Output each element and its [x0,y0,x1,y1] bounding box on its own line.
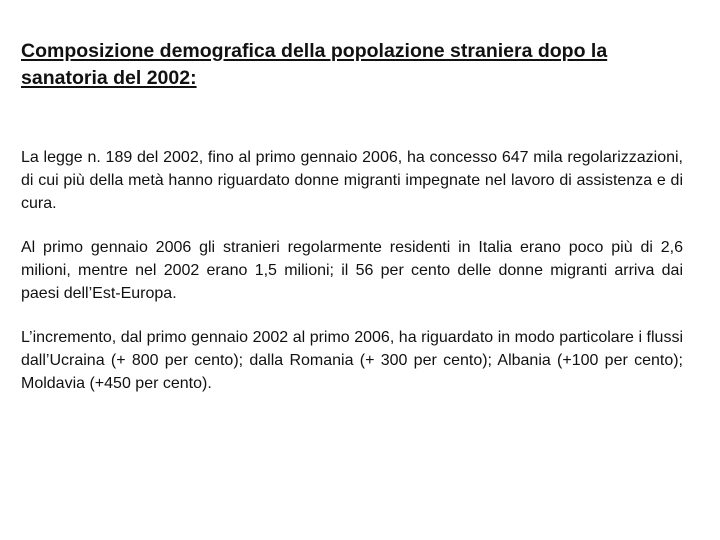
paragraph-incremento: L’incremento, dal primo gennaio 2002 al primo 2006, ha riguardato in modo particolare i flussi dall’Ucraina (+ 800 per cento); dalla Romania (+ 300 per cento); Albania (+100 per cento); Moldavia (+450 per cento). [21,329,683,392]
paragraph-regolarizzazioni: La legge n. 189 del 2002, fino al primo gennaio 2006, ha concesso 647 mila regolarizzazioni, di cui più della metà hanno riguardato donne migranti impegnate nel lavoro di assistenza e di cura. [21,149,683,212]
slide-title: Composizione demografica della popolazione straniera dopo la sanatoria del 2002: [21,40,608,89]
paragraph-residenti: Al primo gennaio 2006 gli stranieri regolarmente residenti in Italia erano poco più di 2,6 milioni, mentre nel 2002 erano 1,5 milioni; il 56 per cento delle donne migranti arriva dai paesi dell’Est-Europa. [21,239,683,302]
slide-body [21,146,683,416]
